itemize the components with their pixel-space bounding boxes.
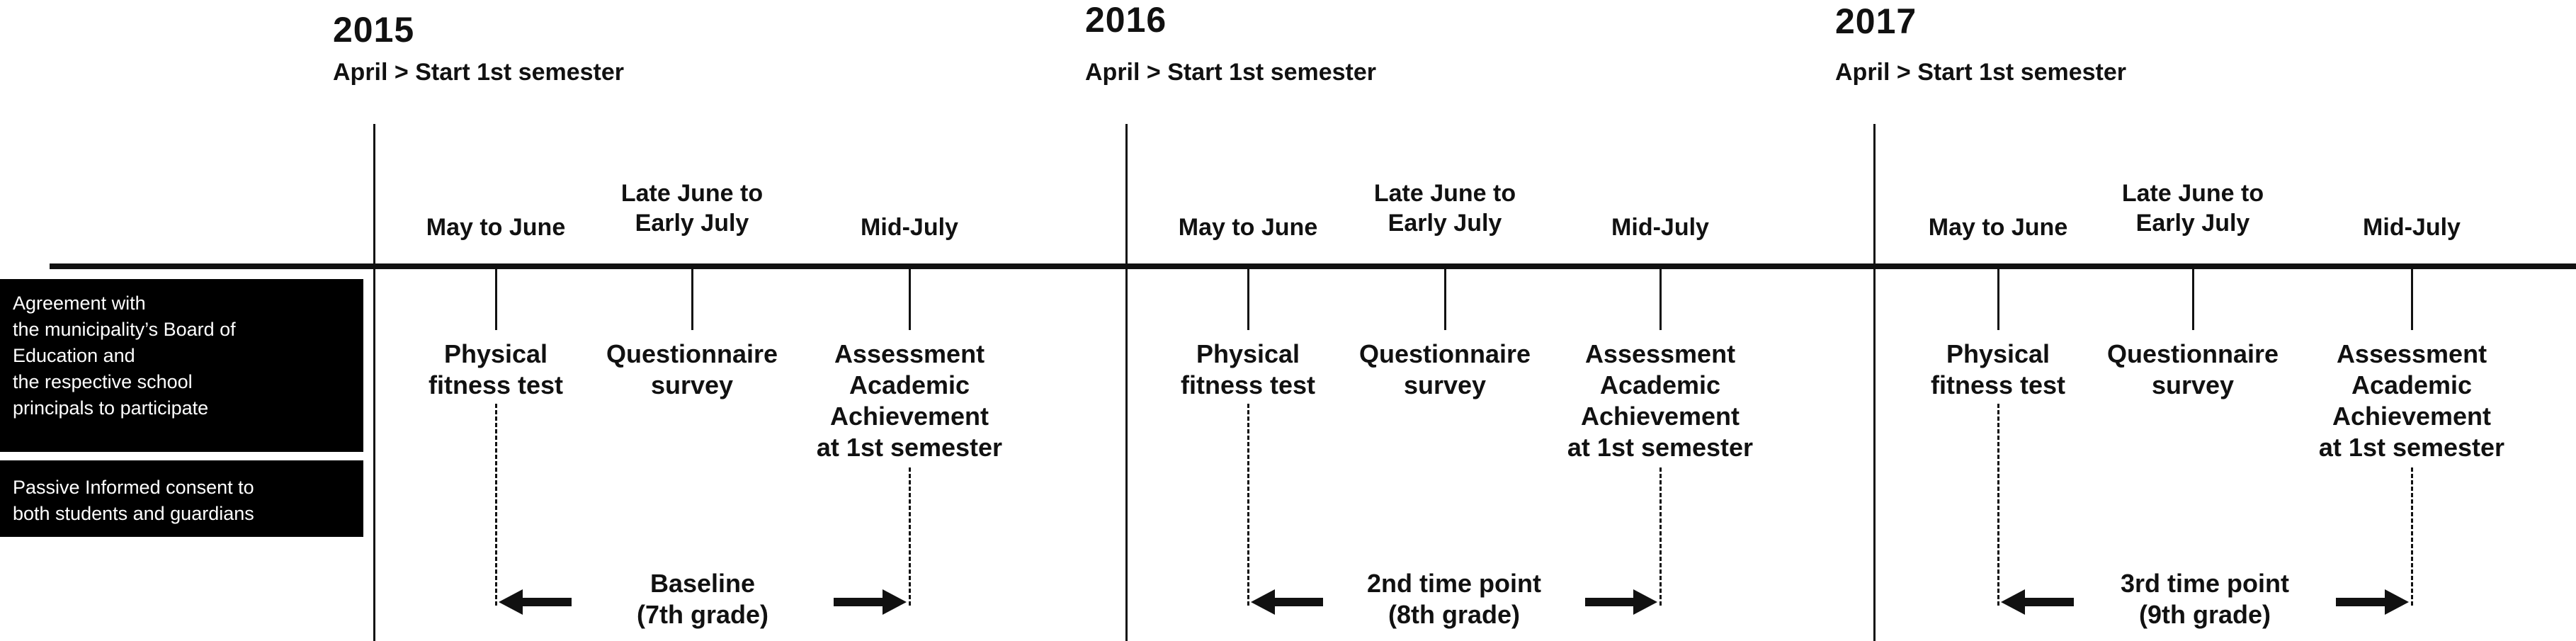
year-2015-label: 2015 (333, 10, 415, 50)
agreement-box: Agreement with the municipality’s Board of Education and the respective school principals to participate (0, 279, 363, 452)
timeline-tick-may-june (495, 269, 497, 330)
time-point-label: Baseline (7th grade) (636, 569, 768, 629)
arrow-right-icon (834, 588, 907, 616)
dashed-connector-start (1997, 404, 1999, 606)
period-label-mid-july: Mid-July (861, 214, 958, 241)
consent-box: Passive Informed consent to both students and guardians (0, 460, 363, 537)
period-label-mid-july: Mid-July (1611, 214, 1709, 241)
arrow-left-icon (1251, 588, 1323, 616)
dashed-connector-end (1659, 467, 1662, 606)
activity-questionnaire-survey: Questionnaire survey (606, 339, 778, 399)
timeline-tick-may-june (1247, 269, 1249, 330)
period-label-late-june-early-july: Late June to Early July (620, 180, 764, 237)
arrow-right-icon (1585, 588, 1657, 616)
timeline-tick-mid-july (909, 269, 911, 330)
dashed-connector-start (1247, 404, 1249, 606)
year-2017-label: 2017 (1835, 1, 1917, 41)
activity-physical-fitness-test: Physical fitness test (428, 339, 564, 399)
activity-questionnaire-survey: Questionnaire survey (2106, 339, 2279, 399)
timeline-tick-late-june-early-july (691, 269, 693, 330)
period-label-may-june: May to June (426, 214, 566, 241)
year-2017-start-label: April > Start 1st semester (1835, 59, 2127, 86)
time-point-label: 2nd time point (8th grade) (1367, 569, 1541, 629)
timeline-axis (50, 263, 2576, 269)
arrow-right-icon (2336, 588, 2409, 616)
year-2016-label: 2016 (1085, 0, 1167, 40)
period-label-may-june: May to June (1178, 214, 1318, 241)
activity-physical-fitness-test: Physical fitness test (1930, 339, 2066, 399)
activity-assessment-academic-achievement: Assessment Academic Achievement at 1st semester (816, 339, 1003, 462)
timeline-tick-late-june-early-july (1444, 269, 1446, 330)
dashed-connector-end (909, 467, 911, 606)
arrow-left-icon (2001, 588, 2074, 616)
activity-assessment-academic-achievement: Assessment Academic Achievement at 1st semester (1567, 339, 1754, 462)
activity-physical-fitness-test: Physical fitness test (1180, 339, 1316, 399)
activity-questionnaire-survey: Questionnaire survey (1358, 339, 1531, 399)
period-label-may-june: May to June (1928, 214, 2068, 241)
period-label-late-june-early-july: Late June to Early July (2121, 180, 2264, 237)
activity-assessment-academic-achievement: Assessment Academic Achievement at 1st semester (2318, 339, 2505, 462)
arrow-left-icon (499, 588, 572, 616)
dashed-connector-end (2411, 467, 2413, 606)
timeline-tick-mid-july (1659, 269, 1662, 330)
time-point-label: 3rd time point (9th grade) (2120, 569, 2289, 629)
dashed-connector-start (495, 404, 497, 606)
period-label-mid-july: Mid-July (2363, 214, 2461, 241)
year-2015-start-label: April > Start 1st semester (333, 59, 625, 86)
timeline-tick-may-june (1997, 269, 1999, 330)
period-label-late-june-early-july: Late June to Early July (1373, 180, 1516, 237)
timeline-tick-mid-july (2411, 269, 2413, 330)
timeline-tick-late-june-early-july (2192, 269, 2194, 330)
year-2016-start-label: April > Start 1st semester (1085, 59, 1377, 86)
